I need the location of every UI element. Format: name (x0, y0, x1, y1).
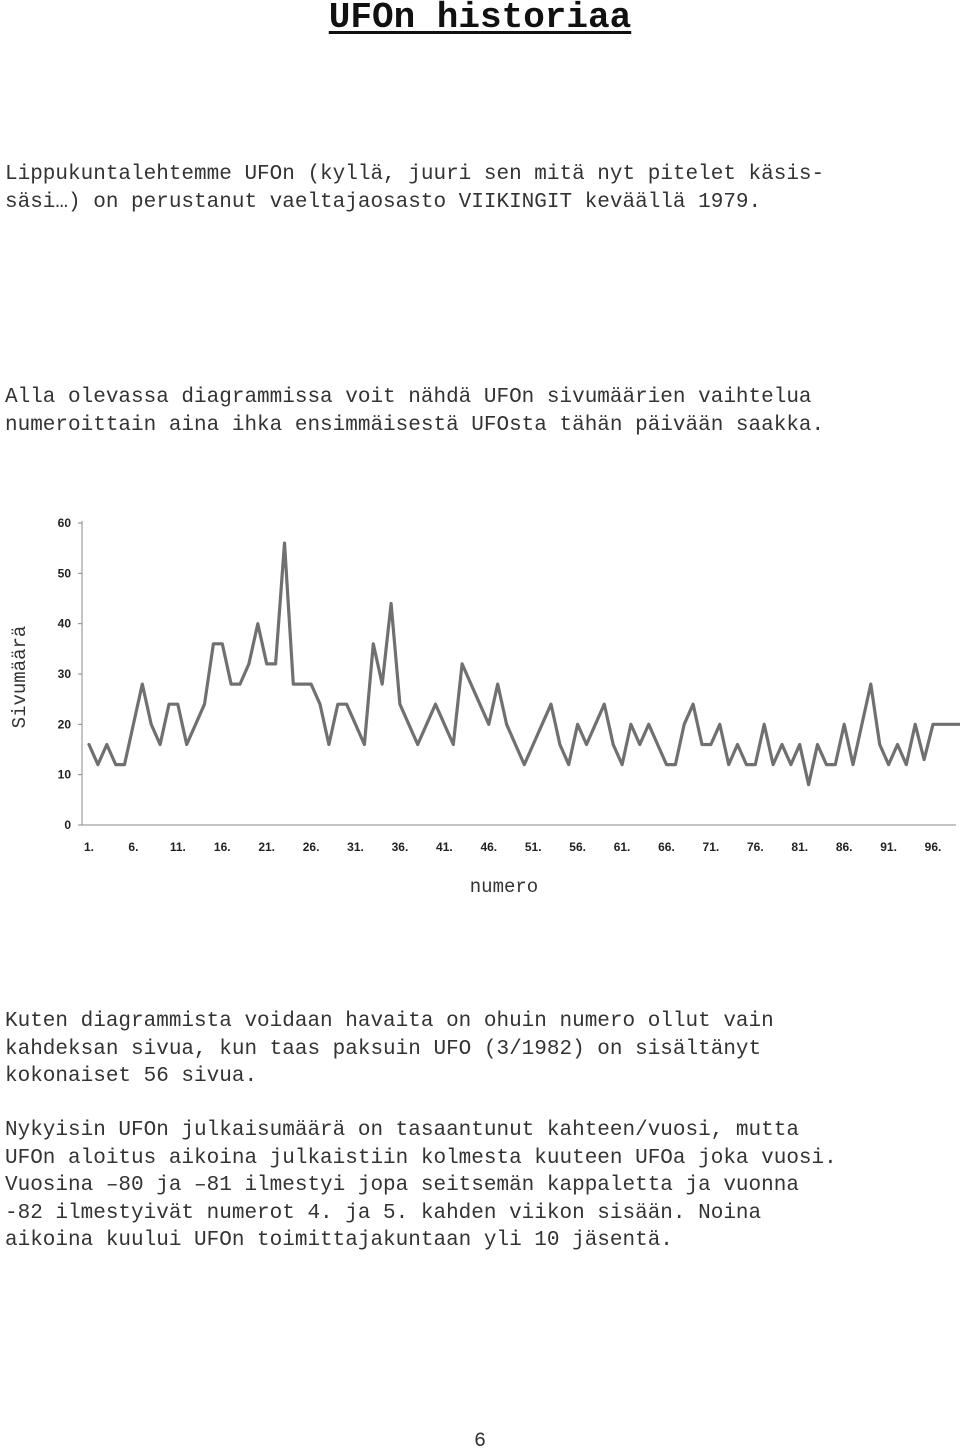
y-tick-label: 0 (64, 818, 71, 832)
y-tick-label: 40 (58, 617, 72, 631)
x-tick-label: 36. (392, 840, 409, 854)
x-tick-label: 76. (747, 840, 764, 854)
y-tick-label: 60 (58, 516, 72, 530)
x-tick-label: 46. (480, 840, 497, 854)
x-tick-label: 71. (703, 840, 720, 854)
y-axis (58, 516, 82, 832)
y-tick-label: 10 (58, 768, 72, 782)
x-tick-label: 96. (925, 840, 942, 854)
y-axis-label: Sivumäärä (9, 626, 31, 729)
page-title-text: UFOn historiaa (329, 0, 631, 38)
page-count-chart-svg (0, 505, 960, 900)
page-number: 6 (0, 1432, 960, 1452)
x-tick-label: 51. (525, 840, 542, 854)
series-line (89, 543, 960, 785)
diagram-intro-paragraph: Alla olevassa diagrammissa voit nähdä UFOn sivumäärien vaihtelua numeroittain aina ihka ensimmäisestä UFOsta tähän päivään saakka. (5, 384, 955, 439)
x-tick-label: 86. (836, 840, 853, 854)
y-tick-label: 20 (58, 717, 72, 731)
series-group (89, 543, 960, 785)
x-axis (82, 825, 956, 854)
x-tick-label: 81. (791, 840, 808, 854)
intro-paragraph: Lippukuntalehtemme UFOn (kyllä, juuri sen mitä nyt pitelet käsis- säsi…) on perustanut vaeltajaosasto VIIKINGIT keväällä 1979. (5, 161, 955, 216)
page-title (0, 0, 960, 36)
x-tick-label: 16. (214, 840, 231, 854)
x-tick-label: 61. (614, 840, 631, 854)
x-tick-label: 91. (880, 840, 897, 854)
page-count-chart (0, 505, 960, 900)
x-tick-label: 41. (436, 840, 453, 854)
x-tick-label: 6. (128, 840, 138, 854)
x-tick-label: 66. (658, 840, 675, 854)
analysis-paragraph: Kuten diagrammista voidaan havaita on ohuin numero ollut vain kahdeksan sivua, kun taas paksuin UFO (3/1982) on sisältänyt kokonaiset 56 sivua. (5, 1008, 955, 1091)
y-tick-label: 50 (58, 566, 72, 580)
x-tick-label: 1. (84, 840, 94, 854)
x-tick-label: 11. (170, 840, 186, 854)
y-tick-label: 30 (58, 667, 72, 681)
x-tick-label: 31. (347, 840, 364, 854)
history-paragraph: Nykyisin UFOn julkaisumäärä on tasaantunut kahteen/vuosi, mutta UFOn aloitus aikoina julkaistiin kolmesta kuuteen UFOa joka vuosi. Vuosina –80 ja –81 ilmestyi jopa seitsemän kappaletta ja vuonna -82 ilmestyivät numerot 4. ja 5. kahden viikon sisään. Noina aikoina kuului UFOn toimittajakuntaan yli 10 jäsentä. (5, 1117, 955, 1255)
x-tick-label: 26. (303, 840, 320, 854)
x-tick-label: 21. (258, 840, 275, 854)
x-tick-label: 56. (569, 840, 586, 854)
x-axis-label: numero (470, 876, 538, 898)
